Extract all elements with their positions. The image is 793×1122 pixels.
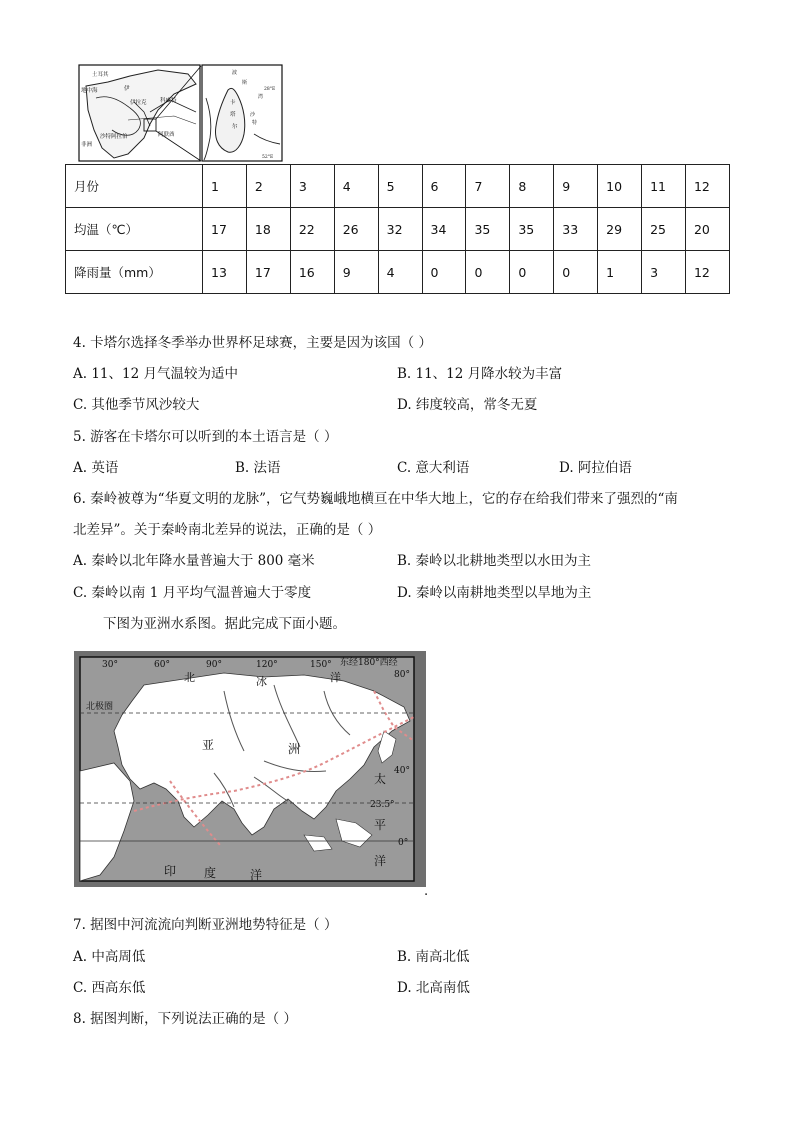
- table-cell: 34: [422, 208, 466, 251]
- map-latitude-label: 80°: [394, 670, 410, 680]
- map-label-ping: 平: [374, 818, 387, 832]
- map1-label-iraq: 伊拉克: [130, 100, 147, 106]
- question-6-stem-line-1: 6. 秦岭被尊为“华夏文明的龙脉”，它气势巍峨地横亘在中华大地上，它的存在给我们带来了强烈的“南: [73, 491, 678, 507]
- table-cell: 35: [510, 208, 554, 251]
- map-label-ya: 亚: [202, 738, 215, 752]
- table-row: [66, 165, 730, 208]
- table-cell: 4: [334, 165, 378, 208]
- table-cell: 5: [378, 165, 422, 208]
- question-6-option-c[interactable]: C. 秦岭以南 1 月平均气温普遍大于零度: [73, 585, 312, 601]
- table-cell: 0: [554, 251, 598, 294]
- map1-label-mediterranean: 地中海: [81, 88, 98, 94]
- table-cell: 10: [598, 165, 642, 208]
- map1-label-iran-char: 伊: [124, 86, 130, 92]
- table-cell: 9: [334, 251, 378, 294]
- qatar-climate-table: [65, 164, 730, 294]
- stray-dot: .: [424, 884, 429, 899]
- table-cell: 0: [466, 251, 510, 294]
- map2-label-lon: 52°E: [262, 155, 274, 160]
- table-cell: 9: [554, 165, 598, 208]
- middle-east-qatar-maps: [78, 64, 283, 162]
- map2-label-6: 尔: [232, 124, 238, 130]
- question-7-stem: 7. 据图中河流流向判断亚洲地势特征是（ ）: [73, 917, 338, 933]
- table-cell: 12: [685, 251, 729, 294]
- question-4-option-b[interactable]: B. 11、12 月降水较为丰富: [397, 366, 563, 382]
- table-cell: 11: [642, 165, 686, 208]
- map-intro-text: 下图为亚洲水系图。据此完成下面小题。: [103, 616, 346, 632]
- table-cell: 18: [246, 208, 290, 251]
- table-cell: 22: [290, 208, 334, 251]
- map2-label-lat: 28°E: [264, 87, 276, 92]
- table-cell: 0: [510, 251, 554, 294]
- map1-label-turkey: 土耳其: [92, 72, 109, 78]
- table-cell: 3: [290, 165, 334, 208]
- map2-label-8: 特: [252, 120, 258, 126]
- map-label-du: 度: [204, 866, 217, 880]
- map1-label-saudi: 沙特阿拉伯: [100, 134, 128, 140]
- table-cell: 6: [422, 165, 466, 208]
- question-4-option-c[interactable]: C. 其他季节风沙较大: [73, 397, 200, 413]
- table-cell: 2: [246, 165, 290, 208]
- map-label-zhou: 洲: [288, 742, 301, 756]
- table-row: [66, 251, 730, 294]
- table-cell: 25: [642, 208, 686, 251]
- map2-label-2: 斯: [242, 80, 248, 86]
- map-label-yang-pacific: 洋: [374, 854, 387, 868]
- map2-label-4: 卡: [230, 100, 236, 106]
- table-row: [66, 208, 730, 251]
- table-cell: 35: [466, 208, 510, 251]
- question-8-stem: 8. 据图判断，下列说法正确的是（ ）: [73, 1011, 297, 1027]
- question-6-stem-line-2: 北差异”。关于秦岭南北差异的说法，正确的是（ ）: [73, 522, 382, 538]
- map1-label-uae: 阿联酋: [158, 132, 175, 138]
- question-5-option-d[interactable]: D. 阿拉伯语: [559, 460, 632, 476]
- map-label-yang-north: 洋: [330, 671, 341, 684]
- map1-label-africa: 非洲: [81, 142, 93, 148]
- table-cell: 32: [378, 208, 422, 251]
- map-longitude-label: 90°: [206, 660, 222, 670]
- table-cell: 26: [334, 208, 378, 251]
- map2-label-5: 塔: [230, 112, 236, 118]
- table-row-header: 月份: [66, 165, 203, 208]
- map-latitude-label: 40°: [394, 766, 410, 776]
- map-label-arctic-circle: 北极圈: [86, 702, 114, 712]
- map-label-bei: 北: [184, 671, 195, 684]
- table-cell: 29: [598, 208, 642, 251]
- map-longitude-label: 150°: [310, 660, 332, 670]
- question-4-option-a[interactable]: A. 11、12 月气温较为适中: [73, 366, 238, 382]
- question-5-option-c[interactable]: C. 意大利语: [397, 460, 470, 476]
- table-cell: 8: [510, 165, 554, 208]
- question-7-option-b[interactable]: B. 南高北低: [397, 949, 470, 965]
- question-6-option-a[interactable]: A. 秦岭以北年降水量普遍大于 800 毫米: [73, 553, 315, 569]
- table-cell: 1: [598, 251, 642, 294]
- table-cell: 3: [642, 251, 686, 294]
- map-latitude-label: 23.5°: [370, 800, 395, 810]
- table-cell: 33: [554, 208, 598, 251]
- table-cell: 17: [203, 208, 247, 251]
- question-6-option-d[interactable]: D. 秦岭以南耕地类型以旱地为主: [397, 585, 592, 601]
- table-cell: 7: [466, 165, 510, 208]
- map1-label-kuwait: 科威特: [160, 98, 177, 104]
- map-label-bing: 冰: [256, 675, 267, 688]
- table-cell: 12: [685, 165, 729, 208]
- table-cell: 13: [203, 251, 247, 294]
- question-7-option-a[interactable]: A. 中高周低: [73, 949, 146, 965]
- table-cell: 1: [203, 165, 247, 208]
- map2-label-3: 湾: [258, 94, 264, 100]
- table-row-header: 降雨量（mm）: [66, 251, 203, 294]
- table-row-header: 均温（℃）: [66, 208, 203, 251]
- question-6-option-b[interactable]: B. 秦岭以北耕地类型以水田为主: [397, 553, 592, 569]
- asia-river-system-map: [74, 651, 426, 887]
- map-label-yang-indian: 洋: [250, 868, 263, 882]
- table-cell: 4: [378, 251, 422, 294]
- map2-label-1: 波: [232, 70, 238, 76]
- map-label-yin: 印: [164, 864, 177, 878]
- map-longitude-label: 东经180°西经: [340, 658, 398, 668]
- map-longitude-label: 30°: [102, 660, 118, 670]
- question-5-stem: 5. 游客在卡塔尔可以听到的本土语言是（ ）: [73, 429, 338, 445]
- table-cell: 0: [422, 251, 466, 294]
- table-cell: 17: [246, 251, 290, 294]
- question-4-option-d[interactable]: D. 纬度较高，常冬无夏: [397, 397, 538, 413]
- question-7-option-c[interactable]: C. 西高东低: [73, 980, 146, 996]
- map2-label-7: 沙: [250, 112, 256, 118]
- question-4-stem: 4. 卡塔尔选择冬季举办世界杯足球赛，主要是因为该国（ ）: [73, 335, 432, 351]
- question-7-option-d[interactable]: D. 北高南低: [397, 980, 470, 996]
- map-latitude-label: 0°: [398, 838, 409, 848]
- map-longitude-label: 120°: [256, 660, 278, 670]
- table-cell: 20: [685, 208, 729, 251]
- table-cell: 16: [290, 251, 334, 294]
- question-5-option-b[interactable]: B. 法语: [235, 460, 281, 476]
- map-longitude-label: 60°: [154, 660, 170, 670]
- question-5-option-a[interactable]: A. 英语: [73, 460, 119, 476]
- map-label-tai: 太: [374, 772, 387, 786]
